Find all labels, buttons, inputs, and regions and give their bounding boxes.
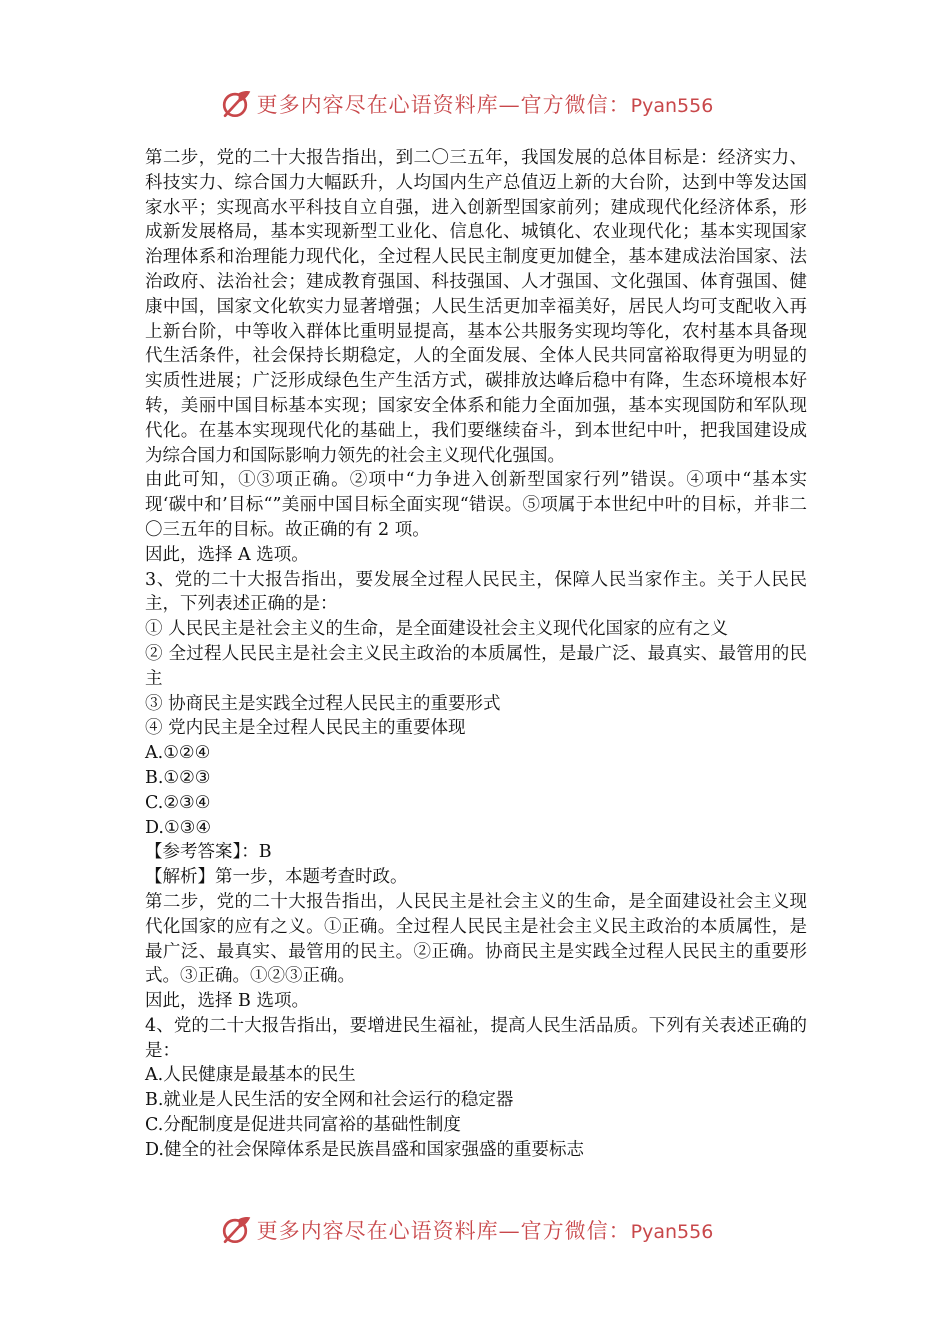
statement-item: ② 全过程人民民主是社会主义民主政治的本质属性，是最广泛、最真实、最管用的民主 (145, 643, 807, 689)
option: B.①②③ (145, 767, 211, 788)
header-banner (0, 84, 950, 124)
option: C.②③④ (145, 792, 211, 813)
analysis: 第二步，党的二十大报告指出，人民民主是社会主义的生命，是全面建设社会主义现代化国家的应有之义。①正确。全过程人民民主是社会主义民主政治的本质属性，是最广泛、最真实、最管用的民主。②正确。协商民主是实践全过程人民民主的重要形式。③正确。①②③正确。 (145, 891, 807, 987)
footer-banner (0, 1210, 950, 1250)
statement-item: ③ 协商民主是实践全过程人民民主的重要形式 (145, 693, 501, 714)
paragraph: 由此可知，①③项正确。②项中“力争进入创新型国家行列”错误。④项中“基本实现‘碳中和’目标“”美丽中国目标全面实现“错误。⑤项属于本世纪中叶的目标，并非二〇三五年的目标。故正确的有 2 项。 (145, 470, 807, 540)
statement-item: ① 人民民主是社会主义的生命，是全面建设社会主义现代化国家的应有之义 (145, 619, 729, 640)
option: D.①③④ (145, 817, 212, 838)
paragraph: 因此，选择 B 选项。 (145, 991, 309, 1012)
question-stem: 4、党的二十大报告指出，要增进民生福祉，提高人民生活品质。下列有关表述正确的是： (145, 1015, 807, 1061)
answer: 【参考答案】：B (145, 842, 272, 863)
paragraph: 第二步，党的二十大报告指出，到二〇三五年，我国发展的总体目标是：经济实力、科技实力、综合国力大幅跃升，人均国内生产总值迈上新的大台阶，达到中等发达国家水平；实现高水平科技自立自强，进入创新型国家前列；建成现代化经济体系，形成新发展格局，基本实现新型工业化、信息化、城镇化、农业现代化；基本实现国家治理体系和治理能力现代化，全过程人民民主制度更加健全，基本建成法治国家、法治政府、法治社会；建成教育强国、科技强国、人才强国、文化强国、体育强国、健康中国，国家文化软实力显著增强；人民生活更加幸福美好，居民人均可支配收入再上新台阶，中等收入群体比重明显提高，基本公共服务实现均等化，农村基本具备现代生活条件，社会保持长期稳定，人的全面发展、全体人民共同富裕取得更为明显的实质性进展；广泛形成绿色生产生活方式，碳排放达峰后稳中有降，生态环境根本好转，美丽中国目标基本实现；国家安全体系和能力全面加强，基本实现国防和军队现代化。在基本实现现代化的基础上，我们要继续奋斗，到本世纪中叶，把我国建设成为综合国力和国际影响力领先的社会主义现代化强国。 (145, 148, 807, 466)
banner-text: 更多内容尽在心语资料库—官方微信：Pyan556 (256, 1219, 714, 1243)
paragraph: 因此，选择 A 选项。 (145, 544, 309, 565)
question-stem: 3、党的二十大报告指出，要发展全过程人民民主，保障人民当家作主。关于人民民主，下列表述正确的是： (145, 569, 807, 615)
option: D.健全的社会保障体系是民族昌盛和国家强盛的重要标志 (145, 1139, 584, 1160)
statement-item: ④ 党内民主是全过程人民民主的重要体现 (145, 718, 466, 739)
analysis: 【解析】第一步，本题考查时政。 (145, 867, 408, 888)
banner-text: 更多内容尽在心语资料库—官方微信：Pyan556 (256, 93, 714, 117)
option: C.分配制度是促进共同富裕的基础性制度 (145, 1115, 461, 1136)
option: B.就业是人民生活的安全网和社会运行的稳定器 (145, 1090, 514, 1111)
document-body (145, 146, 807, 1163)
option: A.①②④ (145, 743, 211, 764)
quill-logo-icon (217, 1212, 253, 1248)
quill-logo-icon (217, 86, 253, 122)
option: A.人民健康是最基本的民生 (145, 1065, 356, 1086)
